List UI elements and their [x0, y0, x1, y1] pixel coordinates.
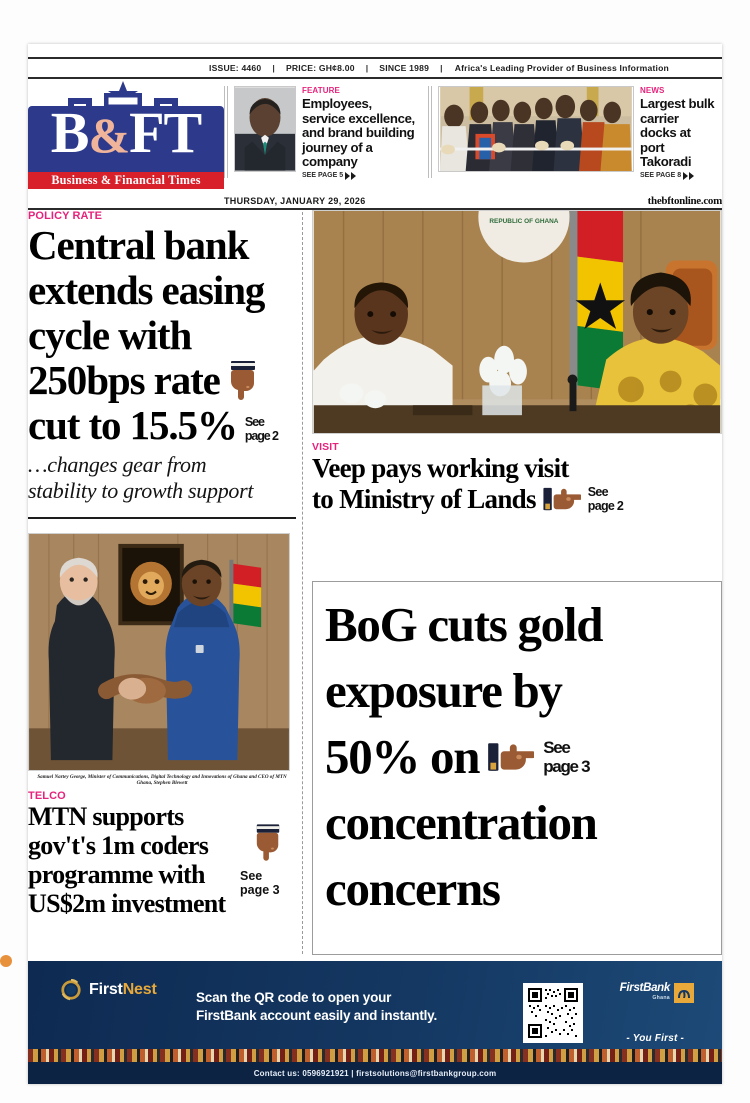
logo-subtitle: Business & Financial Times: [28, 172, 224, 189]
firstbank-tagline: - You First -: [626, 1033, 684, 1044]
issue-number: ISSUE: 4460: [209, 63, 262, 73]
advertisement-contact: Contact us: 0596921921 | firstsolutions@firstbankgroup.com: [28, 1062, 722, 1084]
bog-headline-line-3: 50% on: [325, 729, 480, 784]
publication-tagline: Africa's Leading Provider of Business Information: [454, 63, 670, 73]
visit-see-line-1: See: [587, 485, 608, 499]
telco-see-line-2: page 3: [240, 882, 280, 897]
telco-photo: [28, 533, 290, 771]
bog-headline-line-1: BoG cuts gold: [325, 597, 603, 652]
promo-feature-line-1: Employees,: [302, 96, 372, 111]
advertisement-copy: [196, 989, 486, 1025]
cover-price: PRICE: GH¢8.00: [285, 63, 355, 73]
telco-story-headline: [28, 802, 240, 918]
bottom-advertisement[interactable]: [28, 961, 722, 1084]
visit-story-kicker: VISIT: [312, 441, 339, 453]
handshake-meeting-photo: [29, 534, 289, 770]
promo-feature-see-page-label: SEE PAGE 5: [302, 172, 344, 180]
firstbank-logo: [620, 983, 694, 1003]
left-column-divider: [28, 517, 296, 519]
visit-headline-line-2: to Ministry of Lands: [312, 484, 536, 514]
visit-photo: [312, 210, 722, 434]
lead-headline-line-3: cycle with: [28, 312, 192, 358]
firstnest-wordmark: [89, 981, 157, 999]
telco-headline-line-2: gov't's 1m coders: [28, 830, 209, 860]
svg-text:REPUBLIC OF GHANA: REPUBLIC OF GHANA: [489, 217, 559, 225]
bog-story-headline: [325, 592, 709, 922]
kente-pattern-strip: [28, 1049, 722, 1062]
lead-headline-line-1: Central bank: [28, 222, 249, 268]
strip-separator-2: |: [365, 63, 369, 73]
logo-letter-b: B: [50, 100, 89, 165]
portrait-man-photo: [235, 87, 295, 171]
logo-ampersand: &: [88, 107, 130, 163]
promo-feature-headline: [302, 97, 424, 170]
promo-news-headline: [640, 97, 716, 170]
promo-news-kicker: NEWS: [640, 86, 665, 95]
bog-see-line-2: page 3: [543, 757, 590, 776]
bog-headline-line-2: exposure by: [325, 663, 562, 718]
qr-code[interactable]: [523, 983, 583, 1043]
promo-feature-see-page[interactable]: [302, 172, 424, 180]
bog-headline-line-5: concerns: [325, 861, 500, 916]
right-column: [312, 210, 722, 955]
pointing-hand-right-icon: [543, 486, 581, 512]
telco-headline-line-4: US$2m investment: [28, 888, 226, 918]
promo-feature-photo: [234, 86, 296, 172]
pointing-hand-down-icon: [228, 361, 258, 401]
newspaper-sheet: [28, 44, 722, 1084]
lead-story-subhead: [28, 452, 296, 504]
date-bar: [28, 194, 722, 210]
bog-headline-line-4: concentration: [325, 795, 597, 850]
promo-feature-line-3: and brand building: [302, 125, 415, 141]
page-edge-dot: [0, 955, 12, 967]
promo-news-see-page-label: SEE PAGE 8: [640, 172, 682, 180]
visit-story[interactable]: [312, 441, 722, 515]
firstnest-swirl-icon: [60, 979, 82, 1001]
promo-news-line-2: carrier: [640, 110, 679, 126]
publication-logo[interactable]: [28, 80, 224, 194]
lead-see-line-2: page 2: [244, 429, 278, 443]
firstnest-word-nest: Nest: [122, 981, 157, 998]
firstbank-country: Ghana: [652, 995, 670, 1001]
lead-subhead-line-1: …changes gear from: [28, 452, 207, 477]
ad-copy-line-2: FirstBank account easily and instantly.: [196, 1008, 438, 1023]
qr-code-icon: [526, 986, 580, 1040]
firstnest-word-first: First: [89, 981, 123, 998]
visit-headline-line-1: Veep pays working visit: [312, 453, 569, 483]
officials-meeting-photo: [313, 211, 721, 433]
lead-story-see-reference[interactable]: [245, 415, 278, 443]
column-divider: [302, 212, 303, 954]
promo-feature-line-4: journey of a company: [302, 139, 373, 170]
firstnest-logo: [60, 979, 157, 1001]
lead-story[interactable]: [28, 210, 296, 504]
visit-story-see-reference[interactable]: [588, 485, 623, 513]
telco-story-kicker: TELCO: [28, 789, 66, 802]
promo-news-photo: [438, 86, 634, 172]
lead-story-headline: [28, 223, 296, 448]
double-arrow-icon: [345, 172, 356, 180]
lead-see-line-1: See: [244, 415, 264, 429]
promo-feature-line-2: service excellence,: [302, 110, 415, 126]
telco-headline-line-3: programme with: [28, 859, 205, 889]
telco-headline-line-1: MTN supports: [28, 801, 184, 831]
lead-subhead-line-2: stability to growth support: [28, 478, 254, 503]
ad-copy-line-1: Scan the QR code to open your: [196, 990, 392, 1005]
bog-see-line-1: See: [543, 738, 570, 757]
main-content: [28, 210, 722, 955]
promo-news-line-4: port Takoradi: [640, 139, 692, 170]
publication-date: THURSDAY, JANUARY 29, 2026: [224, 196, 366, 206]
bog-story[interactable]: [312, 581, 722, 955]
lead-story-kicker: POLICY RATE: [28, 210, 103, 222]
lead-headline-line-2: extends easing: [28, 267, 265, 313]
left-column: [28, 210, 296, 955]
promo-feature[interactable]: [228, 80, 428, 194]
pointing-hand-right-icon: [488, 741, 534, 773]
since-year: SINCE 1989: [379, 63, 430, 73]
telco-story[interactable]: [28, 790, 296, 918]
double-arrow-icon: [683, 172, 694, 180]
telco-photo-caption: Samuel Nartey George, Minister of Communications, Digital Technology and Innovations of Ghana and CEO of MTN Ghana, Stephen Blewett: [37, 774, 287, 787]
firstbank-elephant-icon: [674, 983, 694, 1003]
logo-initials: [28, 100, 224, 165]
promo-news-line-3: docks at: [640, 125, 691, 141]
visit-story-headline: [312, 453, 722, 515]
lead-headline-line-5: cut to 15.5%: [28, 402, 237, 448]
strip-separator-3: |: [440, 63, 443, 73]
lead-headline-line-4: 250bps rate: [28, 357, 220, 403]
telco-see-line-1: See: [240, 868, 263, 883]
masthead: [28, 80, 722, 194]
website-url[interactable]: thebftonline.com: [647, 195, 722, 207]
masthead-info-strip: [28, 57, 722, 79]
promo-news-line-1: Largest bulk: [640, 96, 715, 111]
ribbon-cutting-ceremony-photo: [439, 87, 633, 171]
visit-see-line-2: page 2: [587, 499, 624, 513]
pointing-hand-down-icon: [254, 824, 282, 862]
promo-feature-kicker: FEATURE: [302, 86, 340, 95]
logo-letters-ft: FT: [129, 100, 202, 165]
promo-news[interactable]: [432, 80, 720, 194]
bog-story-see-reference[interactable]: [543, 738, 589, 776]
firstbank-wordmark: FirstBank: [619, 982, 670, 994]
strip-separator-1: |: [272, 63, 275, 73]
telco-story-see-reference[interactable]: [240, 802, 296, 897]
promo-news-see-page[interactable]: [640, 172, 716, 180]
